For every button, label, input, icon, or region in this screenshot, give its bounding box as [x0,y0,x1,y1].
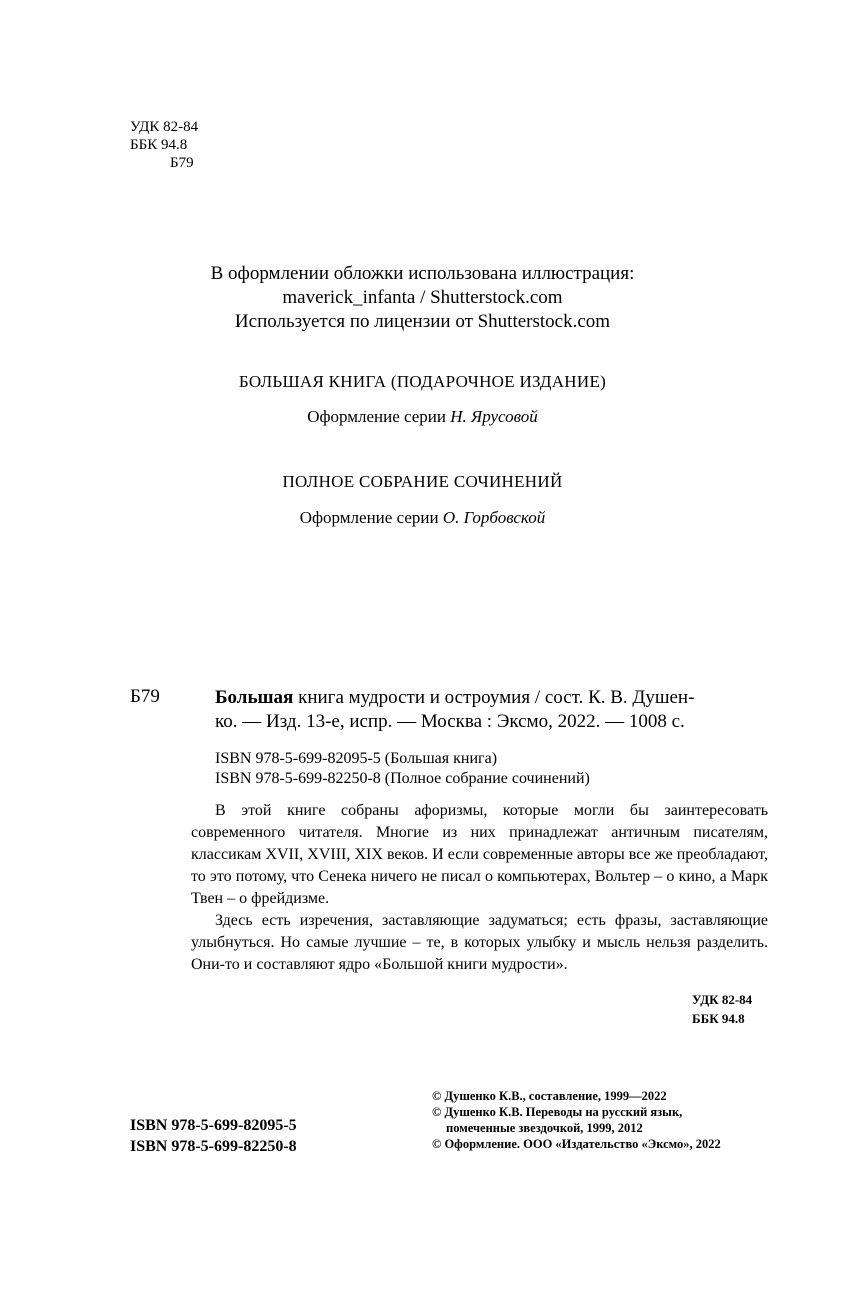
copyright-block [432,1088,721,1152]
series-designer-1: Н. Ярусовой [450,407,538,426]
isbn-bottom-item: ISBN 978-5-699-82250-8 [130,1138,297,1155]
udk-code: УДК 82-84 [130,119,199,135]
isbn-item: ISBN 978-5-699-82095-5 (Большая книга) [215,750,498,767]
cover-credit-line-3: Используется по лицензии от Shutterstock.com [234,311,611,332]
copyright-line-1: © Душенко К.В., составление, 1999—2022 [432,1089,667,1103]
copyright-line-2: © Душенко К.В. Переводы на русский язык, [432,1105,683,1119]
bbk-code: ББК 94.8 [130,137,188,153]
cover-credit-line-1: В оформлении обложки использована иллюстрация: [210,263,635,284]
bibliographic-line-2: ко. — Изд. 13-е, испр. — Москва : Эксмо, 2022. — 1008 с. [215,711,685,732]
classification-bottom [692,990,752,1028]
series-designer-2: О. Горбовской [442,508,546,527]
classification-top [130,118,198,172]
isbn-list [215,749,590,789]
cover-credit-line-2: maverick_infanta / Shutterstock.com [282,287,563,308]
annotation [191,800,768,976]
series-design-1 [0,407,845,427]
bibliographic-record [215,686,767,734]
udk-code-bottom: УДК 82-84 [692,992,753,1007]
bbk-code-bottom: ББК 94.8 [692,1011,745,1026]
isbn-bottom [130,1115,297,1157]
copyright-line-3: помеченные звездочкой, 1999, 2012 [446,1121,643,1135]
bibliographic-title-bold: Большая [215,687,294,708]
series-design-prefix-1: Оформление серии [307,407,446,426]
copyright-line-4: © Оформление. ООО «Издательство «Эксмо», 2022 [432,1137,721,1151]
cover-credit [0,262,845,334]
isbn-bottom-item: ISBN 978-5-699-82095-5 [130,1117,297,1134]
bibliographic-author-mark: Б79 [130,686,160,707]
isbn-item: ISBN 978-5-699-82250-8 (Полное собрание сочинений) [215,770,590,787]
author-mark: Б79 [170,155,194,171]
bibliographic-title-rest: книга мудрости и остроумия / сост. К. В. Душен- [298,687,695,708]
series-design-2 [0,508,845,528]
series-title-1: БОЛЬШАЯ КНИГА (ПОДАРОЧНОЕ ИЗДАНИЕ) [238,372,607,391]
annotation-paragraph-2: Здесь есть изречения, заставляющие задуматься; есть фразы, заставляющие улыбнуться. Но самые лучшие – те, в которых улыбку и мысль нельзя разделить. Они-то и составляют ядро «Большой книги мудрости». [191,912,768,973]
series-title-2: ПОЛНОЕ СОБРАНИЕ СОЧИНЕНИЙ [282,472,563,491]
series-design-prefix-2: Оформление серии [299,508,439,527]
annotation-paragraph-1: В этой книге собраны афоризмы, которые могли бы заинтересовать современного читателя. Многие из них принадлежат античным писателям, классикам XVII, XVIII, XIX веков. И если современные авторы все же преобладают, то это потому, что Сенека ничего не писал о компьютерах, Вольтер – о кино, а Марк Твен – о фрейдизме. [191,802,768,907]
